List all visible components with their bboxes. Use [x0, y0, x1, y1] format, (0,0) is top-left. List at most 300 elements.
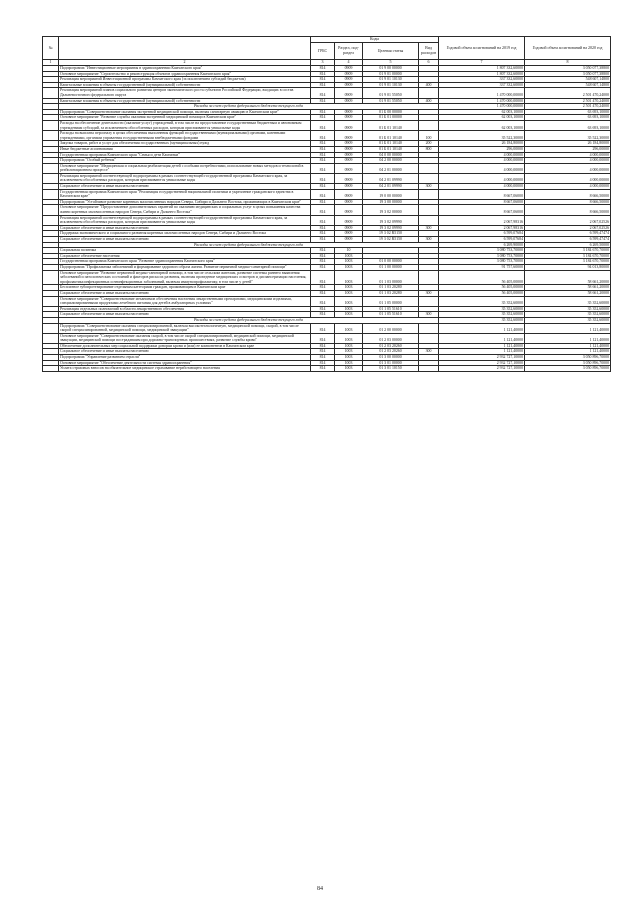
cell-2019: 2 067,98316 [439, 215, 525, 225]
cell-article: 01 1 03 20280 [363, 290, 419, 296]
cell-name: Основное мероприятие "Развитие службы оказания экстренной медицинской помощи в Камчатском крае" [59, 115, 311, 121]
cell-type: 300 [419, 290, 439, 296]
cell-article: 19 3 02 09990 [363, 215, 419, 225]
cell-name: Подпрограмма "Инвестиционные мероприятия в здравоохранении Камчатского края" [59, 66, 311, 72]
cell-2020: 296,00000 [525, 146, 611, 152]
cell-article: 01 9 00 00000 [363, 66, 419, 72]
cell-name: Реализация мероприятий планов социального развития центров экономического роста субъектов Российской Федерации, входящих в состав Дальневосточного федерального округа [59, 88, 311, 98]
cell-article: 19 3 02 R5150 [363, 237, 419, 243]
cell-name: Основное мероприятие "Предоставление дополнительных гарантий по оказанию медицинских и социальных услуг в целях повышения качества жизни коренных малочисленных народов Севера, Сибири и Дальнего Востока" [59, 205, 311, 215]
cell-name: Социальное обеспечение и иные выплаты населению [59, 184, 311, 190]
cell-2019: 35 352,60000 [439, 317, 525, 323]
cell-name: Реализация мероприятий соответствующей подпрограммы в рамках соответствующей государственной программы Камчатского края, за исключением обособленных расходов, которым присваиваются уникальные коды [59, 173, 311, 183]
cell-grbs: 814 [311, 88, 335, 98]
cell-2019: 1 470 000,00000 [439, 88, 525, 98]
cell-2019: 3 080 753,70000 [439, 253, 525, 259]
cell-2019: 4 000,00000 [439, 158, 525, 164]
cell-name: Реализация отдельных полномочий в области лекарственного обеспечения [59, 306, 311, 312]
cell-article: 01 1 00 00000 [363, 264, 419, 270]
cell-grbs: 814 [311, 205, 335, 215]
cell-grbs: 814 [311, 184, 335, 190]
cell-2019: 1 121,40000 [439, 333, 525, 343]
cell-grbs: 814 [311, 120, 335, 130]
cell-2019: 2 932 727,10000 [439, 360, 525, 366]
cell-2019: 35 352,60000 [439, 296, 525, 306]
cell-name: Уплата страховых взносов на обязательное медицинское страхование неработающего населения [59, 366, 311, 372]
table-row [43, 88, 611, 98]
cell-2020: 35 522,30000 [525, 131, 611, 141]
cell-type [419, 366, 439, 372]
cell-grbs: 814 [311, 360, 335, 366]
cell-2020: 6 599,47474 [525, 237, 611, 243]
cell-2019: 56 405,00000 [439, 285, 525, 291]
cell-no [43, 173, 59, 183]
cell-type: 300 [419, 312, 439, 318]
cell-2020: 4 000,00000 [525, 158, 611, 164]
cell-section: 1003 [335, 323, 363, 333]
cell-2019: 56 405,00000 [439, 290, 525, 296]
cell-grbs: 814 [311, 173, 335, 183]
cell-type: 300 [419, 349, 439, 355]
cell-2019: 6 269,90000 [439, 242, 525, 248]
cell-grbs: 814 [311, 215, 335, 225]
cell-no [43, 88, 59, 98]
cell-2020: 4 000,00000 [525, 173, 611, 183]
cell-2019: 4 000,00000 [439, 184, 525, 190]
cell-section: 0909 [335, 71, 363, 77]
cell-article: 19 3 02 09990 [363, 225, 419, 231]
cell-section: 0909 [335, 152, 363, 158]
table-row [43, 163, 611, 173]
cell-no [43, 333, 59, 343]
cell-article: 01 2 03 20260 [363, 349, 419, 355]
cell-section: 0909 [335, 199, 363, 205]
cell-grbs: 814 [311, 366, 335, 372]
table-row [43, 296, 611, 306]
cell-2020: 63 693,10000 [525, 115, 611, 121]
cell-article: 01 Б 01 10140 [363, 146, 419, 152]
cell-section: 0909 [335, 205, 363, 215]
cell-section: 0909 [335, 146, 363, 152]
cell-type [419, 173, 439, 183]
cell-section: 1003 [335, 253, 363, 259]
cell-section: 0909 [335, 131, 363, 141]
cell-subtotal-label: Расходы за счет средств федерального бюджета текущего года [59, 104, 439, 110]
cell-2020: 1 121,40000 [525, 333, 611, 343]
header-num-3: 3 [311, 60, 335, 66]
cell-name: Подпрограмма "Устойчивое развитие коренных малочисленных народов Севера, Сибири и Дальнего Востока, проживающих в Камчатском крае" [59, 199, 311, 205]
cell-2020: 3 050 896,70000 [525, 366, 611, 372]
cell-2020: 1 121,40000 [525, 323, 611, 333]
cell-name: Социальное обеспечение и иные выплаты населению [59, 225, 311, 231]
cell-section: 1003 [335, 270, 363, 285]
cell-2020: 58 661,20000 [525, 290, 611, 296]
cell-2019: 337 332,60000 [439, 82, 525, 88]
cell-2019: 62 003,10000 [439, 115, 525, 121]
cell-article: 01 Б 01 10140 [363, 131, 419, 141]
cell-2020: 3 050 077,38800 [525, 71, 611, 77]
cell-2020: 6 599,47474 [525, 231, 611, 237]
header-num-2: 2 [59, 60, 311, 66]
cell-grbs: 814 [311, 355, 335, 361]
cell-article: 04 0 00 00000 [363, 152, 419, 158]
cell-2020: 35 352,60000 [525, 317, 611, 323]
header-2019: Годовой объем ассигнований на 2019 год [439, 37, 525, 60]
cell-name: Реализация мероприятий Инвестиционной программы Камчатского края (за исключением субсидий бюджетам) [59, 77, 311, 83]
cell-name: Государственная программа Камчатского края "Развитие здравоохранения Камчатского края" [59, 259, 311, 265]
cell-grbs: 814 [311, 259, 335, 265]
cell-article: 19 3 02 R5150 [363, 231, 419, 237]
cell-section: 0909 [335, 82, 363, 88]
cell-section: 1003 [335, 259, 363, 265]
cell-article: 04 2 01 09990 [363, 173, 419, 183]
cell-2019: 4 000,00000 [439, 163, 525, 173]
header-num-7: 7 [439, 60, 525, 66]
cell-grbs: 814 [311, 237, 335, 243]
cell-2019: 35 522,30000 [439, 131, 525, 141]
cell-no [43, 163, 59, 173]
cell-2020: 35 352,60000 [525, 306, 611, 312]
cell-article: 01 1 03 20280 [363, 285, 419, 291]
cell-grbs: 814 [311, 248, 335, 254]
cell-2020: 3 184 670,70000 [525, 253, 611, 259]
cell-section: 0909 [335, 120, 363, 130]
cell-name: Социальное обеспечение и иные выплаты населению [59, 290, 311, 296]
cell-section: 10 [335, 248, 363, 254]
table-row [43, 333, 611, 343]
cell-grbs: 814 [311, 270, 335, 285]
cell-article: 01 9 01 10130 [363, 77, 419, 83]
cell-type [419, 163, 439, 173]
cell-no [43, 131, 59, 141]
cell-section: 0909 [335, 115, 363, 121]
cell-2020: 2 067,02526 [525, 215, 611, 225]
cell-2019: 1 121,40000 [439, 323, 525, 333]
cell-grbs: 814 [311, 71, 335, 77]
cell-2020: 4 000,00000 [525, 163, 611, 173]
cell-section: 1003 [335, 360, 363, 366]
cell-type: 300 [419, 225, 439, 231]
header-codes: Коды [311, 37, 439, 43]
cell-grbs: 814 [311, 199, 335, 205]
cell-2019: 26 184,80000 [439, 141, 525, 147]
cell-2020: 63 693,10000 [525, 109, 611, 115]
cell-2020: 35 352,60000 [525, 296, 611, 306]
cell-section: 1003 [335, 349, 363, 355]
cell-2020: 58 661,20000 [525, 285, 611, 291]
cell-name: Социальное обеспечение населения [59, 253, 311, 259]
cell-article: 01 2 03 20260 [363, 343, 419, 349]
cell-article: 01 Б 01 10140 [363, 120, 419, 130]
table-row [43, 366, 611, 372]
cell-name: Иные бюджетные ассигнования [59, 146, 311, 152]
cell-grbs: 814 [311, 306, 335, 312]
cell-name: Закупка товаров, работ и услуг для обеспечения государственных (муниципальных) нужд [59, 141, 311, 147]
cell-2020: 4 000,00000 [525, 184, 611, 190]
cell-2020: 2 501 470,24000 [525, 104, 611, 110]
cell-article: 01 9 01 55050 [363, 88, 419, 98]
cell-no [43, 120, 59, 130]
cell-type: 300 [419, 184, 439, 190]
cell-name: Подпрограмма "Совершенствование оказания специализированной, включая высокотехнологичную, медицинской помощи, скорой, в том числе скорой специализированной, медицинской помощи, медицинской эвакуации" [59, 323, 311, 333]
cell-section: 0909 [335, 189, 363, 199]
cell-2019: 1 470 000,00000 [439, 104, 525, 110]
cell-article: 01 1 05 51610 [363, 312, 419, 318]
cell-section: 0909 [335, 225, 363, 231]
cell-type: 200 [419, 141, 439, 147]
cell-article: 19 3 00 00000 [363, 199, 419, 205]
cell-article: 04 2 01 09990 [363, 184, 419, 190]
header-article: Целевая статья [363, 43, 419, 60]
cell-name: Основное мероприятие "Совершенствование механизмов обеспечения населения лекарственными препаратами, медицинскими изделиями, специализированными продуктами лечебного питания для детей в амбулаторных условиях" [59, 296, 311, 306]
budget-table-sheet [42, 36, 610, 372]
cell-2020: 4 000,00000 [525, 152, 611, 158]
cell-article: 01 Б 01 00000 [363, 115, 419, 121]
cell-name: Подпрограмма "Особый ребенок" [59, 158, 311, 164]
cell-2020: 3 050 896,70000 [525, 355, 611, 361]
cell-section: 0909 [335, 66, 363, 72]
cell-no [43, 189, 59, 199]
cell-type [419, 270, 439, 285]
cell-type: 400 [419, 82, 439, 88]
cell-article: 04 2 00 00000 [363, 158, 419, 164]
cell-name: Основное мероприятие "Строительство и реконструкция объектов здравоохранения Камчатского края" [59, 71, 311, 77]
cell-subtotal-label: Расходы за счет средств федерального бюджета текущего года [59, 242, 439, 248]
cell-2019: 296,00000 [439, 146, 525, 152]
header-name [59, 37, 311, 60]
cell-no [43, 366, 59, 372]
cell-no [43, 215, 59, 225]
cell-section: 0909 [335, 215, 363, 225]
cell-name: Подпрограмма "Совершенствование оказания экстренной медицинской помощи, включая санитарную авиацию в Камчатском крае" [59, 109, 311, 115]
cell-type [419, 215, 439, 225]
cell-section: 1003 [335, 366, 363, 372]
cell-article: 01 1 05 00000 [363, 296, 419, 306]
cell-type: 800 [419, 146, 439, 152]
cell-2020: 2 501 470,24000 [525, 88, 611, 98]
cell-2020: 8 666,50000 [525, 189, 611, 199]
cell-name: Социальное обеспечение и иные выплаты населению [59, 312, 311, 318]
cell-2019: 2 067,98316 [439, 225, 525, 231]
table-row [43, 205, 611, 215]
cell-2020: 3 184 670,70000 [525, 248, 611, 254]
table-row [43, 323, 611, 333]
cell-no [43, 296, 59, 306]
cell-grbs: 814 [311, 82, 335, 88]
cell-2019: 8 667,06000 [439, 199, 525, 205]
cell-article: 01 3 01 00000 [363, 360, 419, 366]
cell-grbs: 814 [311, 66, 335, 72]
cell-2019: 1 121,40000 [439, 349, 525, 355]
cell-article: 01 1 03 00000 [363, 270, 419, 285]
cell-type: 100 [419, 131, 439, 141]
cell-type [419, 333, 439, 343]
cell-name: Реализация мероприятий соответствующей подпрограммы в рамках соответствующей государственной программы Камчатского края, за исключением обособленных расходов, которым присваиваются уникальные коды [59, 215, 311, 225]
cell-name: Государственная программа Камчатского края "Реализация государственной национальной политики и укрепление гражданского единства в Камчатском крае" [59, 189, 311, 199]
cell-article: 01 3 01 10150 [363, 366, 419, 372]
cell-no [43, 270, 59, 285]
cell-2019: 4 000,00000 [439, 173, 525, 183]
cell-article: 19 0 00 00000 [363, 189, 419, 199]
cell-name: Капитальные вложения в объекты государственной (муниципальной) собственности [59, 98, 311, 104]
cell-2020: 2 067,02526 [525, 225, 611, 231]
cell-grbs: 814 [311, 152, 335, 158]
cell-2019: 2 932 727,10000 [439, 355, 525, 361]
cell-2019: 8 667,06000 [439, 189, 525, 199]
cell-section: 1003 [335, 296, 363, 306]
cell-article: 01 1 05 51610 [363, 306, 419, 312]
cell-no [43, 205, 59, 215]
table-row [43, 215, 611, 225]
cell-article: 04 2 01 00000 [363, 163, 419, 173]
cell-grbs: 814 [311, 312, 335, 318]
cell-2019: 1 807 332,60000 [439, 66, 525, 72]
cell-name: Расходы на выплаты персоналу в целях обеспечения выполнения функций государственными (муниципальными) органами, казенными учреждениями, органами управления государственными внебюджетными фондами [59, 131, 311, 141]
cell-article: 01 0 00 00000 [363, 259, 419, 265]
cell-article: 01 2 03 00000 [363, 333, 419, 343]
cell-2019: 6 599,07684 [439, 237, 525, 243]
cell-2019: 62 003,10000 [439, 120, 525, 130]
cell-grbs: 814 [311, 115, 335, 121]
budget-table [42, 36, 611, 372]
cell-2020: 26 184,80000 [525, 141, 611, 147]
cell-2020: 3 050 077,38800 [525, 66, 611, 72]
cell-subtotal-label: Расходы за счет средств федерального бюджета текущего года [59, 317, 439, 323]
cell-2019: 62 003,10000 [439, 109, 525, 115]
cell-2020: 548 607,14800 [525, 77, 611, 83]
cell-grbs: 814 [311, 163, 335, 173]
table-row [43, 120, 611, 130]
cell-grbs: 814 [311, 296, 335, 306]
cell-name: Основное мероприятие "Развитие первичной медико-санитарной помощи, в том числе сельским жителям, развитие системы раннего выявления заболеваний и патологических состояний и факторов риска их развития, включая проведение медицинских осмотров и диспансеризации населения, профилактика инфекционных и неинфекционных заболеваний, включая иммунопрофилактику, в том числе у детей" [59, 270, 311, 285]
cell-name: Расходы на обеспечение деятельности (оказание услуг) учреждений, в том числе на предоставление государственным бюджетным и автономным учреждениям субсидий, за исключением обособленных расходов, которым присваиваются уникальные коды [59, 120, 311, 130]
table-header [43, 37, 611, 66]
cell-grbs: 814 [311, 98, 335, 104]
cell-section: 1003 [335, 343, 363, 349]
cell-article: 19 3 02 00000 [363, 205, 419, 215]
cell-2019: 91 757,60000 [439, 264, 525, 270]
cell-grbs: 814 [311, 290, 335, 296]
header-num-1: 1 [43, 60, 59, 66]
cell-section: 1003 [335, 264, 363, 270]
cell-grbs: 814 [311, 323, 335, 333]
header-num-4: 4 [335, 60, 363, 66]
cell-name: Основное мероприятие "Совершенствование оказания скорой, в том числе скорой специализированной, медицинской помощи, медицинской эвакуации, медицинской помощи пострадавшим при дорожно-транспортных происшествиях, развитие службы крови" [59, 333, 311, 343]
cell-section: 0909 [335, 163, 363, 173]
cell-grbs: 814 [311, 253, 335, 259]
cell-grbs: 814 [311, 77, 335, 83]
header-2020: Годовой объем ассигнований на 2020 год [525, 37, 611, 60]
cell-2019: 337 332,60000 [439, 77, 525, 83]
cell-2020: 35 352,60000 [525, 312, 611, 318]
cell-section: 0909 [335, 173, 363, 183]
cell-grbs: 814 [311, 146, 335, 152]
cell-2020: 2 501 470,24000 [525, 98, 611, 104]
cell-type [419, 323, 439, 333]
cell-name: Обеспечение дополнительных мер социальной поддержки донорам крови и (или) ее компонентов в Камчатском крае [59, 343, 311, 349]
cell-section: 1003 [335, 306, 363, 312]
cell-article: 01 2 00 00000 [363, 323, 419, 333]
cell-section: 1003 [335, 312, 363, 318]
cell-2019: 1 807 332,60000 [439, 71, 525, 77]
table-row [43, 189, 611, 199]
header-num-6: 6 [419, 60, 439, 66]
table-body [43, 66, 611, 372]
cell-article: 01 9 01 00000 [363, 71, 419, 77]
header-no: № [43, 37, 59, 60]
cell-grbs: 814 [311, 349, 335, 355]
cell-no [43, 323, 59, 333]
cell-article: 01 3 00 00000 [363, 355, 419, 361]
cell-type [419, 205, 439, 215]
cell-section: 1003 [335, 285, 363, 291]
cell-name: Социальное обеспечение и иные выплаты населению [59, 237, 311, 243]
cell-section: 0909 [335, 109, 363, 115]
cell-type [419, 189, 439, 199]
cell-name: Бесплатное зубопротезирование отдельным категориям граждан, проживающим в Камчатском крае [59, 285, 311, 291]
cell-section: 1003 [335, 333, 363, 343]
header-type: Вид расходов [419, 43, 439, 60]
table-row [43, 131, 611, 141]
cell-type [419, 88, 439, 98]
cell-section: 0909 [335, 231, 363, 237]
cell-grbs: 814 [311, 285, 335, 291]
cell-2020: 548 607,14800 [525, 82, 611, 88]
cell-2020: 8 666,50000 [525, 205, 611, 215]
cell-section: 0909 [335, 141, 363, 147]
cell-2020: 8 666,50000 [525, 199, 611, 205]
cell-section: 0909 [335, 158, 363, 164]
header-section: Раздел, под-раздел [335, 43, 363, 60]
table-row [43, 173, 611, 183]
cell-2019: 8 667,06000 [439, 205, 525, 215]
cell-2019: 2 932 727,10000 [439, 366, 525, 372]
cell-type [419, 120, 439, 130]
cell-name: Поддержка экономического и социального развития коренных малочисленных народов Севера, Сибири и Дальнего Востока [59, 231, 311, 237]
cell-name: Подпрограмма "Профилактика заболеваний и формирование здорового образа жизни. Развитие первичной медико-санитарной помощи" [59, 264, 311, 270]
cell-grbs: 814 [311, 131, 335, 141]
cell-2020: 1 121,40000 [525, 343, 611, 349]
cell-grbs: 814 [311, 231, 335, 237]
cell-name: Основное мероприятие "Обеспечение деятельности системы здравоохранения" [59, 360, 311, 366]
page-number: 84 [317, 886, 323, 892]
cell-name: Социальное обеспечение и иные выплаты населению [59, 349, 311, 355]
cell-article: 01 Б 01 10140 [363, 141, 419, 147]
cell-section: 1003 [335, 290, 363, 296]
cell-grbs: 814 [311, 333, 335, 343]
cell-section: 1003 [335, 355, 363, 361]
cell-2019: 1 470 000,00000 [439, 98, 525, 104]
cell-name: Государственная программа Камчатского края "Семья и дети Камчатки" [59, 152, 311, 158]
cell-2020: 3 050 896,70000 [525, 360, 611, 366]
cell-article: 01 Б 00 00000 [363, 109, 419, 115]
cell-2019: 4 000,00000 [439, 152, 525, 158]
header-grbs: ГРБС [311, 43, 335, 60]
cell-article: 01 9 01 10130 [363, 82, 419, 88]
cell-grbs: 814 [311, 189, 335, 199]
cell-type [419, 296, 439, 306]
cell-2020: 63 693,10000 [525, 120, 611, 130]
cell-name: Капитальные вложения в объекты государственной (муниципальной) собственности [59, 82, 311, 88]
cell-2019: 35 352,60000 [439, 312, 525, 318]
cell-section: 0909 [335, 77, 363, 83]
cell-2019: 3 080 753,70000 [439, 259, 525, 265]
cell-2019: 3 080 753,70000 [439, 248, 525, 254]
cell-section: 0909 [335, 98, 363, 104]
cell-article: 01 9 01 55050 [363, 98, 419, 104]
cell-2020: 94 013,80000 [525, 264, 611, 270]
cell-2020: 1 121,40000 [525, 349, 611, 355]
